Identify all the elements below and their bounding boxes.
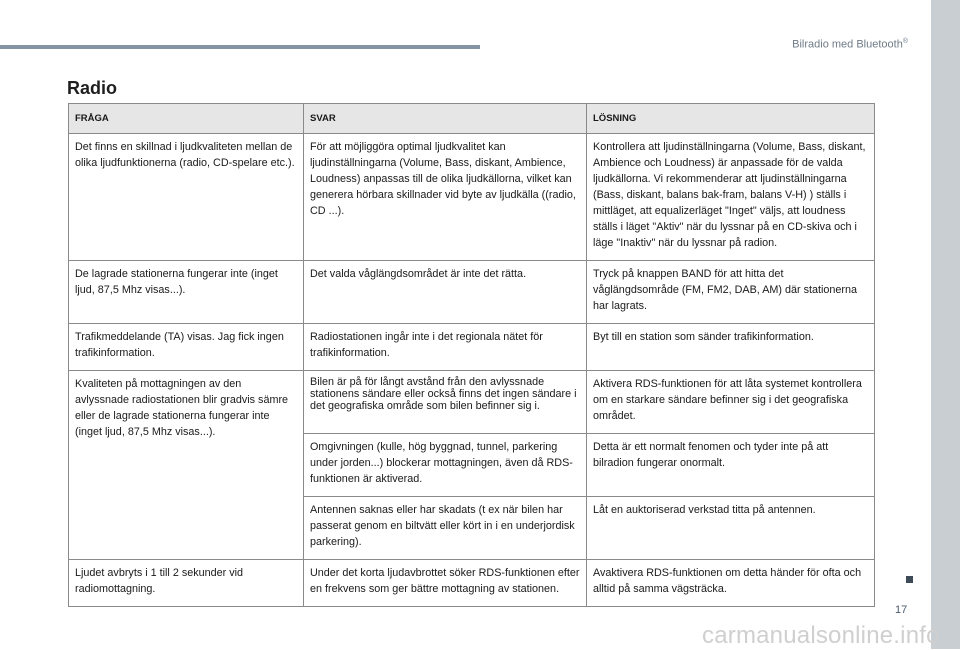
solution-cell: Tryck på knappen BAND för att hitta det våglängdsområde (FM, FM2, DAB, AM) där stationerna har lagrats. bbox=[587, 261, 875, 324]
column-header-solution: LÖSNING bbox=[587, 104, 875, 134]
question-cell: Trafikmeddelande (TA) visas. Jag fick ingen trafikinformation. bbox=[69, 324, 304, 371]
answer-cell: Det valda våglängdsområdet är inte det rätta. bbox=[304, 261, 587, 324]
running-header-text: Bilradio med Bluetooth bbox=[792, 38, 903, 51]
answer-cell: Omgivningen (kulle, hög byggnad, tunnel, parkering under jorden...) blockerar mottagningen, även då RDS-funktionen är aktiverad. bbox=[304, 434, 587, 497]
table-row bbox=[69, 261, 875, 324]
question-cell: De lagrade stationerna fungerar inte (inget ljud, 87,5 Mhz visas...). bbox=[69, 261, 304, 324]
watermark: carmanualsonline.info bbox=[702, 622, 940, 649]
solution-cell: Aktivera RDS-funktionen för att låta systemet kontrollera om en starkare sändare befinner sig i det geografiska området. bbox=[587, 371, 875, 434]
table-row bbox=[69, 371, 875, 434]
page-corner-mark bbox=[906, 576, 913, 583]
question-cell: Ljudet avbryts i 1 till 2 sekunder vid radiomottagning. bbox=[69, 560, 304, 607]
table-row bbox=[69, 134, 875, 261]
table-row bbox=[69, 324, 875, 371]
column-header-question: FRÅGA bbox=[69, 104, 304, 134]
answer-cell: Radiostationen ingår inte i det regionala nätet för trafikinformation. bbox=[304, 324, 587, 371]
table-row bbox=[69, 560, 875, 607]
troubleshooting-table bbox=[68, 103, 875, 607]
answer-cell: Under det korta ljudavbrottet söker RDS-funktionen efter en frekvens som ger bättre mottagning av stationen. bbox=[304, 560, 587, 607]
answer-cell: Antennen saknas eller har skadats (t ex när bilen har passerat genom en biltvätt eller kört in i en underjordisk parkering). bbox=[304, 497, 587, 560]
header-rule bbox=[0, 45, 480, 49]
running-header bbox=[792, 38, 908, 51]
table-header-row bbox=[69, 104, 875, 134]
solution-cell: Avaktivera RDS-funktionen om detta händer för ofta och alltid på samma vägsträcka. bbox=[587, 560, 875, 607]
column-header-answer: SVAR bbox=[304, 104, 587, 134]
question-cell: Det finns en skillnad i ljudkvaliteten mellan de olika ljudfunktionerna (radio, CD-spelare etc.). bbox=[69, 134, 304, 261]
question-cell: Kvaliteten på mottagningen av den avlyssnade radiostationen blir gradvis sämre eller de lagrade stationerna fungerar inte (inget ljud, 87,5 Mhz visas...). bbox=[69, 371, 304, 560]
page-title: Radio bbox=[67, 78, 118, 99]
solution-cell: Låt en auktoriserad verkstad titta på antennen. bbox=[587, 497, 875, 560]
solution-cell: Detta är ett normalt fenomen och tyder inte på att bilradion fungerar onormalt. bbox=[587, 434, 875, 497]
page-number: 17 bbox=[895, 604, 908, 616]
answer-cell: För att möjliggöra optimal ljudkvalitet kan ljudinställningarna (Volume, Bass, diskant, Ambience, Loudness) anpassas till de olika ljudkällorna, vilket kan generera hörbara skillnader vid byte av ljudkälla ((radio, CD ...). bbox=[304, 134, 587, 261]
side-tab-strip bbox=[931, 0, 960, 649]
solution-cell: Kontrollera att ljudinställningarna (Volume, Bass, diskant, Ambience och Loudness) är anpassade för de valda ljudkällorna. Vi rekommenderar att ljudinställningarna (Bass, diskant, balans bak-fram, balans V-H) ) ställs i mittläget, att equalizerläget "Inget" väljs, att loudness ställs i läget "Aktiv" när du lyssnar på en CD-skiva och i läge "Inaktiv" när du lyssnar på radion. bbox=[587, 134, 875, 261]
solution-cell: Byt till en station som sänder trafikinformation. bbox=[587, 324, 875, 371]
trademark-symbol: ® bbox=[902, 38, 908, 45]
answer-cell: Bilen är på för långt avstånd från den avlyssnade stationens sändare eller också finns det ingen sändare i det geografiska område som bilen befinner sig i. bbox=[304, 371, 587, 434]
